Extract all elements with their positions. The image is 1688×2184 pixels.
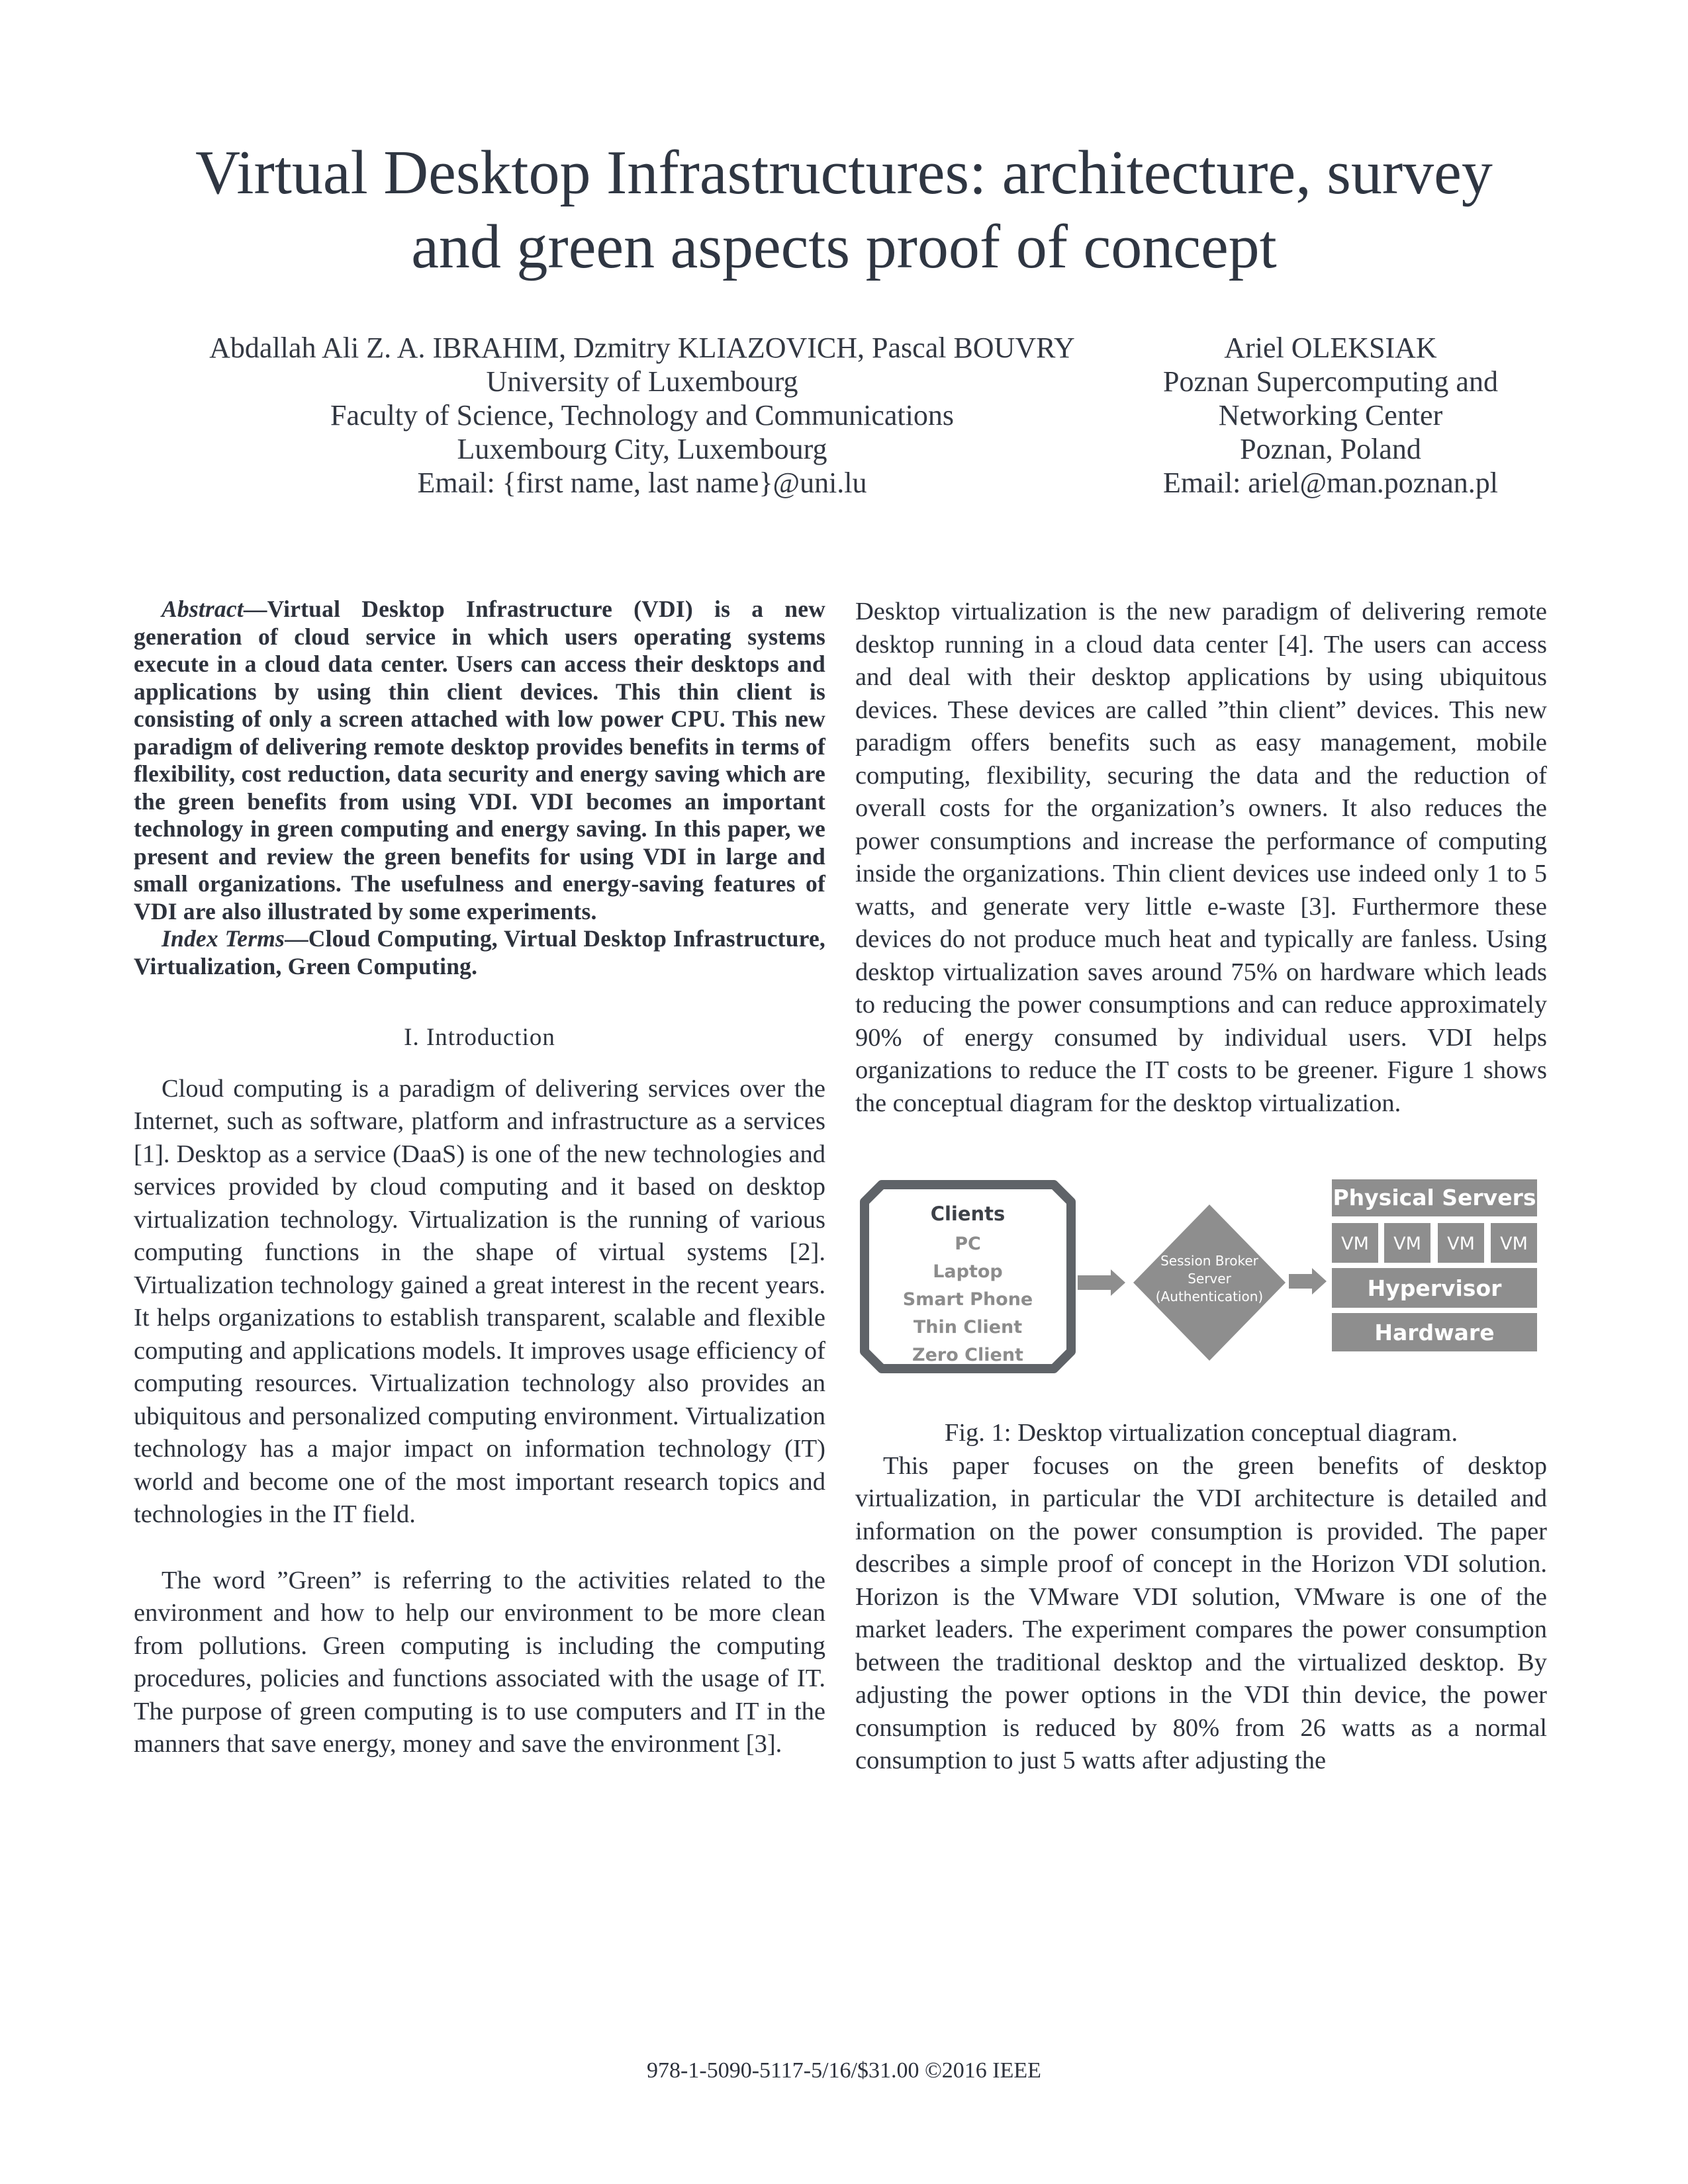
- paragraph: Desktop virtualization is the new paradigm of delivering remote desktop running in a cloud data center [4]. The users can access and deal with their desktop applications by using ubiquitous devices. These devices are called ”thin client” devices. This new paradigm offers benefits such as easy management, mobile computing, flexibility, securing the data and the reduction of overall costs for the organization’s owners. It also reduces the power consumptions and increase the performance of computing inside the organizations. Thin client devices use indeed only 1 to 5 watts, and generate very little e-waste [3]. Furthermore these devices do not produce much heat and typically are fanless. Using desktop virtualization saves around 75% on hardware which leads to reducing the power consumptions and can reduce approximately 90% of energy consumed by individual users. VDI helps organizations to reduce the IT costs to be greener. Figure 1 shows the conceptual diagram for the desktop virtualization.: [855, 598, 1547, 1117]
- arrow-icon: [1289, 1268, 1327, 1295]
- arrow-icon: [1078, 1269, 1125, 1296]
- abstract-dash: —: [243, 596, 267, 622]
- right-column: [855, 596, 1547, 1778]
- hardware-label: Hardware: [1374, 1320, 1495, 1345]
- index-terms-label: Index Terms: [162, 925, 285, 952]
- clients-title: Clients: [930, 1203, 1006, 1225]
- paragraph: Cloud computing is a paradigm of delivering services over the Internet, such as software, platform and infrastructure as a services [1]. Desktop as a service (DaaS) is one of the new technologies and services provided by cloud computing and it based on desktop virtualization technology. Virtualization is the running of various computing functions in the shape of virtual systems [2]. Virtualization technology gained a great interest in the recent years. It helps organizations to establish transparent, scalable and flexible computing and applications models. It improves usage efficiency of computing resources. Virtualization technology also provides an ubiquitous and personalized computing environment. Virtualization technology has a major impact on information technology (IT) world and become one of the most important research topics and technologies in the IT field.: [134, 1074, 825, 1528]
- author-names: Abdallah Ali Z. A. IBRAHIM, Dzmitry KLIAZOVICH, Pascal BOUVRY: [209, 332, 1075, 364]
- vm-label: VM: [1341, 1234, 1369, 1254]
- author-affiliation: Poznan Supercomputing and: [1163, 365, 1498, 398]
- desktop-virtualization-diagram: [855, 1173, 1547, 1401]
- abstract: [134, 596, 825, 925]
- client-item: Thin Client: [913, 1317, 1023, 1338]
- index-terms-text: Cloud Computing, Virtual Desktop Infrastructure, Virtualization, Green Computing.: [134, 925, 825, 979]
- author-city: Luxembourg City, Luxembourg: [457, 433, 827, 465]
- title-line-2: and green aspects proof of concept: [411, 212, 1277, 281]
- section-heading: I. Introduction: [404, 1024, 555, 1051]
- vm-label: VM: [1393, 1234, 1421, 1254]
- abstract-label: Abstract: [162, 596, 244, 622]
- copyright-footer: 978-1-5090-5117-5/16/$31.00 ©2016 IEEE: [647, 2058, 1041, 2083]
- client-item: Zero Client: [912, 1345, 1023, 1365]
- paragraph: The word ”Green” is referring to the activities related to the environment and how to help our environment to be more clean from pollutions. Green computing is including the computing procedures, policies and functions associated with the usage of IT. The purpose of green computing is to use computers and IT in the manners that save energy, money and save the environment [3].: [134, 1566, 825, 1758]
- author-affiliation: University of Luxembourg: [486, 365, 798, 398]
- physical-servers-label: Physical Servers: [1333, 1185, 1536, 1210]
- figure-caption: Fig. 1: Desktop virtualization conceptual diagram.: [944, 1419, 1458, 1447]
- paper-title: [99, 136, 1589, 284]
- index-terms: [134, 925, 825, 980]
- figure-1: [855, 1173, 1547, 1401]
- abstract-text: Virtual Desktop Infrastructure (VDI) is a new generation of cloud service in which users operating systems execute in a cloud data center. Users can access their desktops and applications by using thin client devices. This thin client is consisting of only a screen attached with low power CPU. This new paradigm of delivering remote desktop provides benefits in terms of flexibility, cost reduction, data security and energy saving which are the green benefits from using VDI. VDI becomes an important technology in green computing and energy saving. In this paper, we present and review the green benefits for using VDI in large and small organizations. The usefulness and energy-saving features of VDI are also illustrated by some experiments.: [134, 596, 825, 925]
- left-column: [134, 596, 825, 1761]
- author-names: Ariel OLEKSIAK: [1224, 332, 1437, 364]
- vm-label: VM: [1500, 1234, 1528, 1254]
- client-item: Smart Phone: [902, 1289, 1033, 1310]
- author-block-right: [1139, 331, 1523, 500]
- broker-label: Session Broker: [1160, 1253, 1258, 1269]
- paragraph: This paper focuses on the green benefits of desktop virtualization, in particular the VDI architecture is detailed and information on the power consumption is provided. The paper describes a simple proof of concept in the Horizon VDI solution. Horizon is the VMware VDI solution, VMware is one of the market leaders. The experiment compares the power consumption between the traditional desktop and the virtualized desktop. By adjusting the power options in the VDI thin device, the power consumption is reduced by 80% from 26 watts as a normal consumption to just 5 watts after adjusting the: [855, 1451, 1547, 1774]
- author-city: Poznan, Poland: [1240, 433, 1421, 465]
- index-terms-dash: —: [285, 925, 308, 952]
- hypervisor-label: Hypervisor: [1367, 1275, 1502, 1301]
- author-block-left: [152, 331, 1132, 500]
- client-item: Laptop: [933, 1261, 1003, 1282]
- author-affiliation: Faculty of Science, Technology and Communications: [330, 399, 954, 432]
- vm-label: VM: [1447, 1234, 1475, 1254]
- author-email: Email: ariel@man.poznan.pl: [1162, 467, 1499, 499]
- client-item: PC: [955, 1234, 981, 1254]
- title-line-1: Virtual Desktop Infrastructures: architecture, survey: [195, 138, 1493, 207]
- broker-label: Server: [1188, 1271, 1231, 1287]
- author-affiliation: Networking Center: [1218, 399, 1443, 432]
- broker-label: (Authentication): [1155, 1289, 1264, 1304]
- author-email: Email: {first name, last name}@uni.lu: [417, 467, 867, 499]
